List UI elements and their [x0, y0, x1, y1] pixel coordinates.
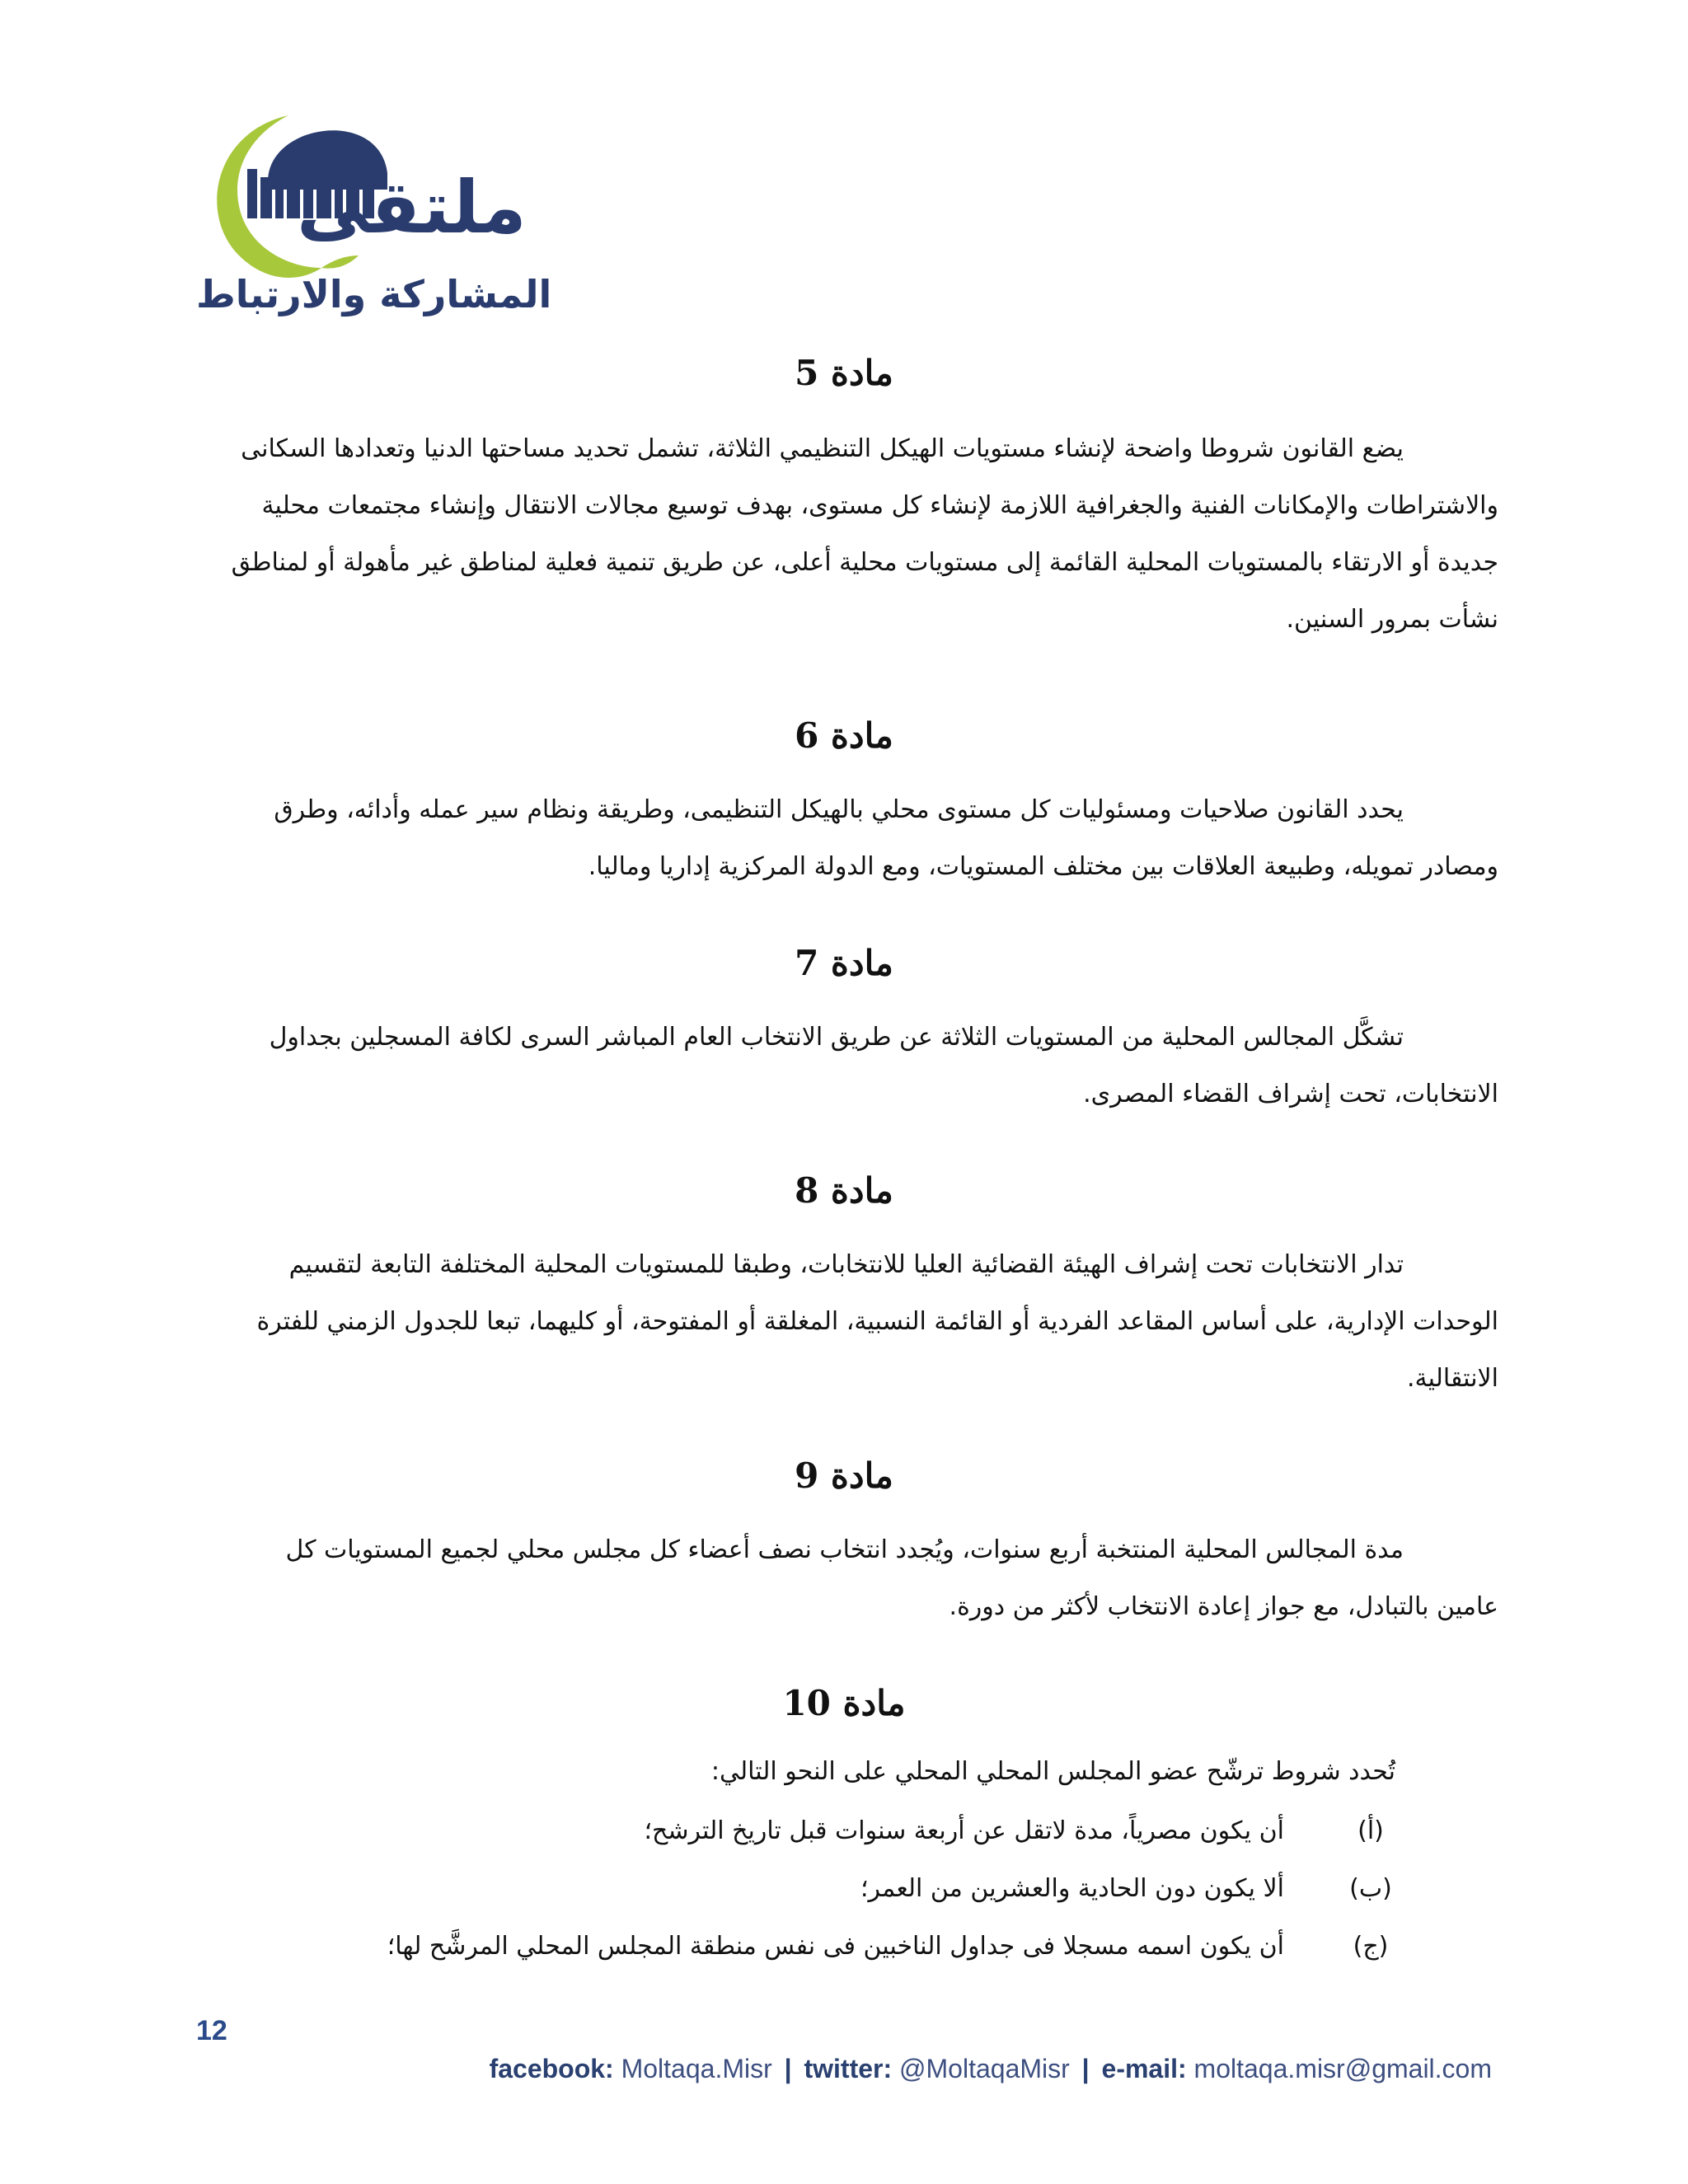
article-7-line-2: الانتخابات، تحت إشراف القضاء المصرى. — [1083, 1080, 1498, 1108]
email-label: e-mail: — [1101, 2054, 1187, 2083]
list-item-text: أن يكون اسمه مسجلا فى جداول الناخبين فى نفس منطقة المجلس المحلي المرشَّح لها؛ — [387, 1932, 1284, 1961]
twitter-link[interactable]: @MoltaqaMisr — [899, 2054, 1070, 2083]
list-item — [254, 1932, 1408, 1973]
article-8-title: مادة 8 — [795, 1170, 893, 1211]
list-item — [254, 1816, 1408, 1858]
list-item-mark: (ج) — [1353, 1932, 1389, 1961]
article-5-body — [180, 420, 1498, 648]
email-link[interactable]: moltaqa.misr@gmail.com — [1193, 2054, 1492, 2083]
article-7-line-1: تشكَّل المجالس المحلية من المستويات الثلاثة عن طريق الانتخاب العام المباشر السرى لكافة المسجلين بجداول — [269, 1023, 1404, 1052]
article-8-line-2: الوحدات الإدارية، على أساس المقاعد الفردية أو القائمة النسبية، المغلقة أو المفتوحة، أو كليهما، تبعا للجدول الزمني للفترة — [256, 1307, 1498, 1336]
article-5-line-4: نشأت بمرور السنين. — [1286, 605, 1498, 634]
article-7-body — [180, 1009, 1498, 1122]
list-item-mark: (أ) — [1357, 1816, 1384, 1845]
article-5-line-1: يضع القانون شروطا واضحة لإنشاء مستويات الهيكل التنظيمي الثلاثة، تشمل تحديد مساحتها الدنيا وتعدادها السكانى — [241, 434, 1404, 463]
twitter-label: twitter: — [804, 2054, 893, 2083]
article-6-body — [180, 781, 1498, 895]
article-5-line-3: جديدة أو الارتقاء بالمستويات المحلية القائمة إلى مستويات محلية أعلى، عن طريق تنمية فعلية لمناطق غير مأهولة أو لمناطق — [231, 548, 1498, 577]
article-9-title: مادة 9 — [795, 1455, 893, 1496]
list-item-text: ألا يكون دون الحادية والعشرين من العمر؛ — [860, 1874, 1284, 1903]
list-item-text: أن يكون مصرياً، مدة لاتقل عن أربعة سنوات قبل تاريخ الترشح؛ — [644, 1816, 1284, 1845]
footer-separator: | — [784, 2054, 792, 2083]
list-item-mark: (ب) — [1349, 1874, 1392, 1903]
page-number: 12 — [196, 2015, 227, 2046]
facebook-label: facebook: — [489, 2054, 614, 2083]
list-item — [254, 1874, 1408, 1915]
article-10-title: مادة 10 — [782, 1683, 906, 1723]
article-8-body — [180, 1236, 1498, 1407]
article-5-line-2: والاشتراطات والإمكانات الفنية والجغرافية اللازمة لإنشاء كل مستوى، بهدف توسيع مجالات الانتقال وإنشاء مجتمعات محلية — [261, 491, 1498, 520]
logo-name: ملتقى — [297, 165, 527, 250]
article-10-intro: تُحدد شروط ترشّح عضو المجلس المحلي المحلي على النحو التالي: — [710, 1757, 1395, 1786]
article-6-title: مادة 6 — [795, 715, 893, 756]
article-9-line-1: مدة المجالس المحلية المنتخبة أربع سنوات، ويُجدد انتخاب نصف أعضاء كل مجلس محلي لجميع المستويات كل — [285, 1535, 1404, 1564]
article-9-line-2: عامين بالتبادل، مع جواز إعادة الانتخاب لأكثر من دورة. — [949, 1592, 1498, 1621]
article-6-line-1: يحدد القانون صلاحيات ومسئوليات كل مستوى محلي بالهيكل التنظيمى، وطريقة ونظام سير عمله وأدائه، وطرق — [274, 795, 1404, 824]
facebook-link[interactable]: Moltaqa.Misr — [621, 2054, 772, 2083]
logo-tagline: المشاركة والارتباط — [196, 272, 552, 316]
article-8-line-3: الانتقالية. — [1407, 1364, 1498, 1393]
article-9-body — [180, 1521, 1498, 1635]
article-6-line-2: ومصادر تمويله، وطبيعة العلاقات بين مختلف المستويات، ومع الدولة المركزية إداريا وماليا. — [588, 852, 1498, 881]
article-8-line-1: تدار الانتخابات تحت إشراف الهيئة القضائية العليا للانتخابات، وطبقا للمستويات المحلية المختلفة التابعة لتقسيم — [288, 1250, 1404, 1279]
article-7-title: مادة 7 — [795, 943, 893, 983]
footer-contacts — [490, 2054, 1492, 2084]
footer-separator: | — [1081, 2054, 1090, 2083]
article-5-title: مادة 5 — [795, 353, 893, 393]
